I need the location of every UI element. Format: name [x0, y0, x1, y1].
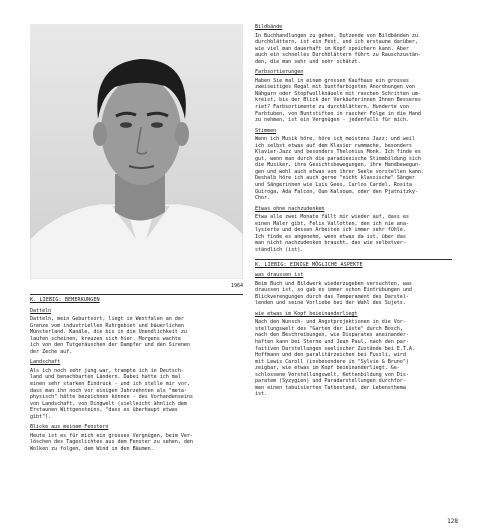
section-text-datteln: Datteln, mein Geburtsort, liegt in Westfalen an der Grenze vom industriellen Ruhrgebiet und bäuerlichen Münsterland. Kanäle, die bis in die Unendlichkeit zu laufen scheinen, kreuzen sich hier. Morgens wachte ich von den Tutgeräuschen der Dampfer und den Sirenen der Zeche auf.	[30, 316, 190, 355]
section-text-blicke: Heute ist es für mich ein grosses Vergnügen, beim Ver- löschen des Tageslichtes aus dem Fenster zu sehen, den Wolken zu folgen, dem Wind in den Bäumen.	[30, 432, 193, 452]
section-text-farbsortierungen: Haben Sie mal in einem grossen Kaufhaus ein grosses zweiseitiges Regal mit buntfarbigsten Anordnungen von Nähgarn oder Stopfwollknäueln mit raschen Schritten um- kreist, bis der Blick der Verkäuferinnen Ihnen Besseres riet? Farbsortimente zu durchblättern, Hunderte von Farbtuben, von Buntstiften in rascher Folge in die Hand zu nehmen, ist ein Vergnügen - jedenfalls für mich.	[255, 77, 421, 124]
section-heading-draussen: was draussen ist	[255, 272, 304, 279]
portrait-photo	[30, 24, 243, 279]
right-column	[255, 24, 452, 398]
section-text-im-kopf: Nach den Wunsch- und Angstprojektionen in die Vor- stellungswelt des "Garten der Lüste" durch Bosch, nach den Beschreibungen, wie Disparates aneinander- haften kann bei Sterne und Jean Paul, nach den par- faitiven Darstellungen seelischer Zustände bei E.T.A. Hoffmann und den paralitärzeichen bei Fussli, wird mit Lewis Caroll (insbesondere in "Sylvie & Bruno") zeigbar, wie etwas im Kopf beieinanderliegt. Ge- schlossene Vorstellungswelt, Kettenbildung von Dis- paratem (Syzygien) und Paradarstellungen durchfor- men einen tabuisierten Tatbestand, der Lebensthema ist.	[255, 319, 415, 398]
portrait-illustration	[30, 24, 243, 279]
section-heading-blicke: Blicke aus meinem Fenstern	[30, 424, 109, 431]
divider-rule-right	[255, 259, 452, 260]
section-text-bildbaende: In Buchhandlungen zu gehen, Dutzende von Bildbänden zu durchblättern, ist ein Fest, und ich erstaune darüber, wie viel man dauerhaft im Kopf speichern kann. Aber auch ein schnelles Durchblättern führt zu Rauschzustän- den, die man sehr und sehr schätzt.	[255, 32, 421, 65]
section-heading-bildbaende: Bildbände	[255, 24, 283, 30]
section-text-draussen: Beim Buch und Bildwerk wiederzugeben versuchten, was draussen ist, so gab es immer schon Eintrübungen und Blickverengungen durch das Temperament des Darstel- lenden und seine Vorliebe bei der Wahl des Sujets.	[255, 280, 412, 307]
section-text-stimmen: Wenn ich Musik höre, höre ich meistens Jazz; und weil ich selbst etwas auf dem Klavier rummache, besonders Klavier-Jazz und besonders Thelonius Monk. Ich finde es gut, wenn man durch die paradiesische Stimmbildung sich die Musiker, ihre Gesichtsbewegungen, ihre Handbewegun- gen und wohl auch etwas von ihrer Seele vorstellen kann. Deshalb höre ich auch gerne "nicht klassische" Sänger und Sängerinnen wie Luis Gees, Carlos Cardel, Rosita Quiroga, Ada Falcón, Oum Kalsoum, oder den Pjatnitzky- Chor.	[255, 136, 424, 202]
section-heading-datteln: Datteln	[30, 307, 52, 314]
section-text-etwas-ohne: Etwa alle zwei Monate fällt mir wieder auf, dass es einen Maler gibt, Felix Vallotten, den ich nie ana- lysierte und dessen Arbeiten ich immer sehr fühle. Ich finde es angenehm, wenn etwas da ist, über das man nicht nachzudenken braucht, das wie selbstver- ständlich (ist).	[255, 214, 409, 253]
section-heading-landschaft: Landschaft	[30, 359, 61, 366]
left-main-heading: K. LIEBIG: BEMERKUNGEN	[30, 297, 100, 303]
section-heading-etwas-ohne: Etwas ohne nachzudenken	[255, 205, 325, 212]
left-column	[30, 24, 243, 452]
photo-caption: 1964	[230, 283, 243, 289]
right-main-heading: K. LIEBIG: EINIGE MÖGLICHE ASPEKTE	[255, 261, 363, 268]
section-text-landschaft: Als ich noch sehr jung war, trampte ich in Deutsch- land und benachbarten Ländern. Dabei hatte ich mal einen sehr starken Eindruck - und ich stelle mir vor, dass man ihn noch vor einigen Jahrzehnten als "meta- physisch" hätte bezeichnen können - des Vorhandenseins von Landschaft, von Dingwelt (vielleicht ähnlich dem Erstaunen Wittgensteins, "dass es überhaupt etwas gibt").	[30, 367, 193, 420]
section-heading-farbsortierungen: Farbsortierungen	[255, 69, 304, 76]
page-number: 128	[447, 518, 458, 525]
divider-rule	[30, 294, 243, 295]
section-heading-stimmen: Stimmen	[255, 127, 277, 134]
section-heading-im-kopf: wie etwas im Kopf beieinanderliegt	[255, 310, 358, 317]
